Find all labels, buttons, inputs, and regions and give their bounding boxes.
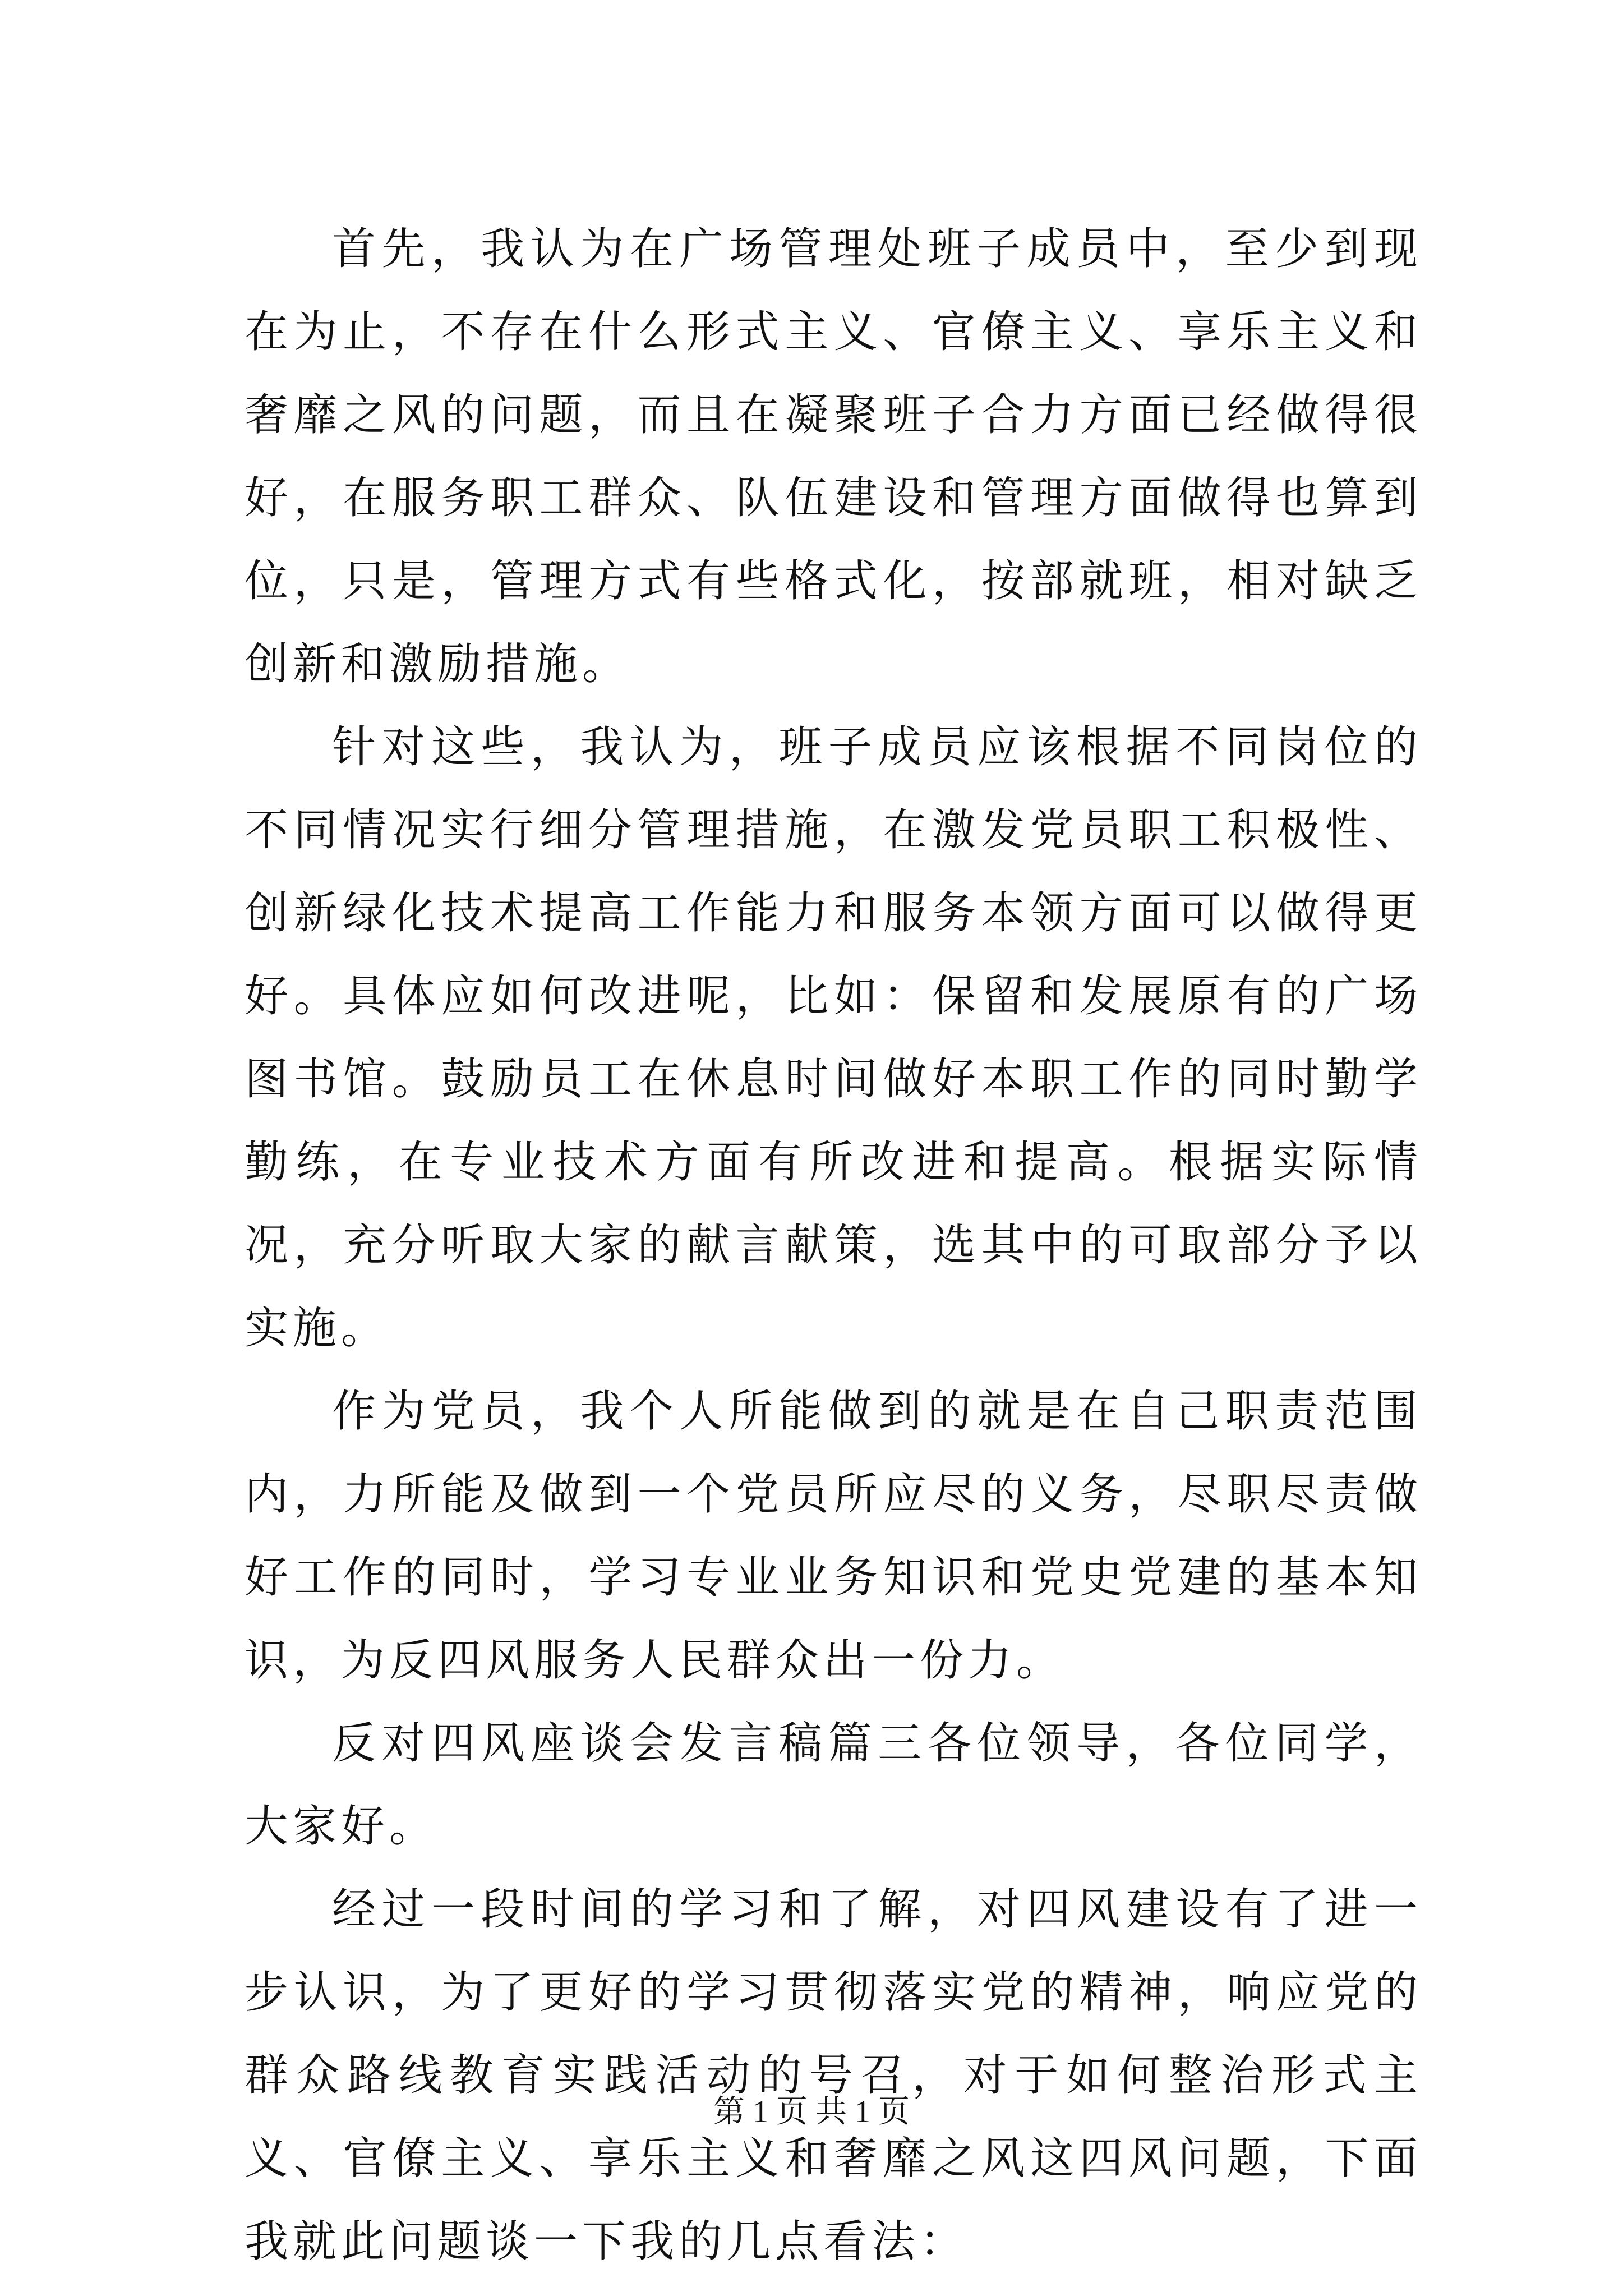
paragraph-3: 作为党员，我个人所能做到的就是在自己职责范围内，力所能及做到一个党员所应尽的义务，尽职尽责做好工作的同时，学习专业业务知识和党史党建的基本知识，为反四风服务人民群众出一份力。 xyxy=(245,1386,1422,1686)
paragraph-2: 针对这些，我认为，班子成员应该根据不同岗位的不同情况实行细分管理措施，在激发党员职工积极性、创新绿化技术提高工作能力和服务本领方面可以做得更好。具体应如何改进呢，比如：保留和发展原有的广场图书馆。鼓励员工在休息时间做好本职工作的同时勤学勤练，在专业技术方面有所改进和提高。根据实际情况，充分听取大家的献言献策，选其中的可取部分予以实施。 xyxy=(245,722,1422,1354)
paragraph-5: 经过一段时间的学习和了解，对四风建设有了进一步认识，为了更好的学习贯彻落实党的精神，响应党的群众路线教育实践活动的号召，对于如何整治形式主义、官僚主义、享乐主义和奢靡之风这四风问题，下面我就此问题谈一下我的几点看法： xyxy=(245,1884,1422,2267)
page-footer: 第 1 页 共 1 页 xyxy=(713,2095,910,2129)
document-body xyxy=(245,208,1422,2283)
paragraph-1: 首先，我认为在广场管理处班子成员中，至少到现在为止，不存在什么形式主义、官僚主义、享乐主义和奢靡之风的问题，而且在凝聚班子合力方面已经做得很好，在服务职工群众、队伍建设和管理方面做得也算到位，只是，管理方式有些格式化，按部就班，相对缺乏创新和激励措施。 xyxy=(245,224,1422,689)
paragraph-4: 反对四风座谈会发言稿篇三各位领导，各位同学，大家好。 xyxy=(245,1718,1422,1852)
